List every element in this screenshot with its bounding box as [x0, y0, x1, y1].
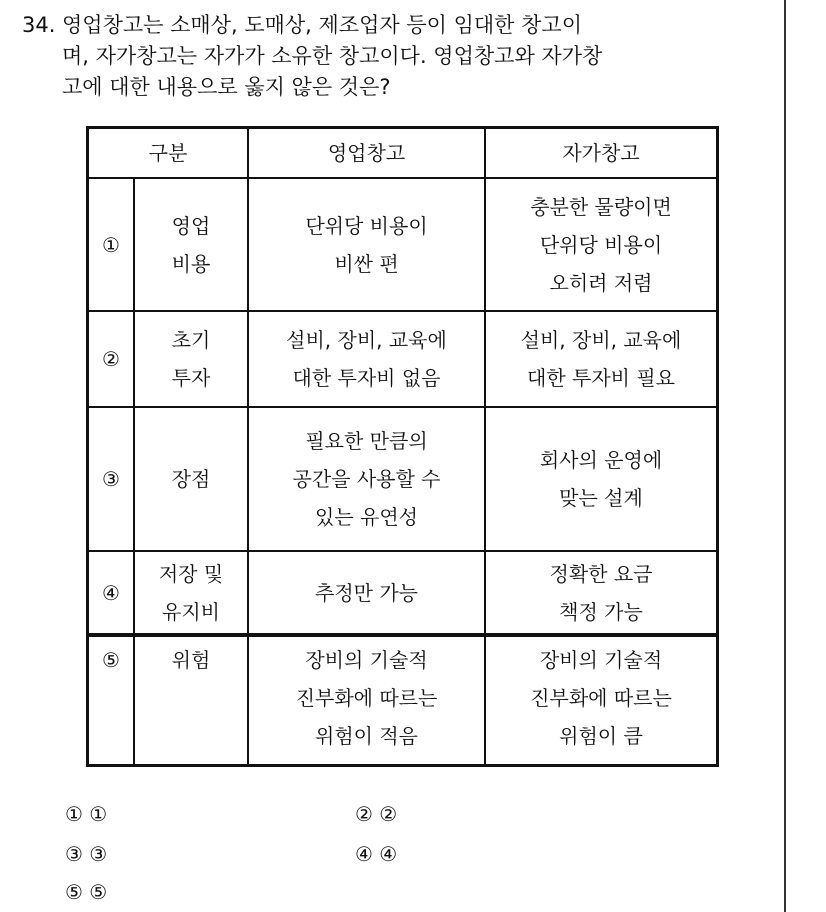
- cell-line: 위험: [171, 648, 211, 672]
- table-row: [88, 551, 718, 635]
- table-row: [88, 178, 718, 311]
- private-cell: [485, 551, 718, 635]
- header-category: 구분: [88, 128, 249, 179]
- cell-line: 위험이 큼: [559, 724, 643, 748]
- row-number: ③: [88, 407, 135, 551]
- table-header-row: [88, 128, 718, 179]
- table-row: [88, 311, 718, 407]
- cell-line: 투자: [171, 366, 211, 390]
- question-line: 며, 자가창고는 자가가 소유한 창고이다. 영업창고와 자가창: [62, 44, 603, 68]
- cell-line: 비용: [171, 251, 211, 276]
- cell-line: 오히려 저렴: [549, 270, 653, 295]
- cell-line: 비싼 편: [334, 251, 399, 276]
- table-row: [88, 407, 718, 551]
- row-label: [134, 311, 248, 407]
- cell-line: 필요한 만큼의: [305, 429, 428, 453]
- cell-line: 있는 유연성: [315, 505, 418, 529]
- private-cell: [485, 178, 718, 311]
- commercial-cell: [248, 551, 485, 635]
- commercial-cell: [248, 311, 485, 407]
- cell-line: 초기: [171, 328, 211, 352]
- question-line: 고에 대한 내용으로 옳지 않은 것은?: [62, 75, 391, 99]
- row-label: [134, 551, 248, 635]
- cell-line: 맞는 설계: [559, 486, 643, 510]
- question: [22, 10, 782, 103]
- row-number: ⑤: [88, 635, 135, 765]
- cell-line: 책정 가능: [559, 599, 643, 624]
- header-private-warehouse: 자가창고: [485, 128, 718, 179]
- private-cell: [485, 407, 718, 551]
- option-2[interactable]: ② ②: [355, 802, 398, 826]
- cell-line: 대한 투자비 없음: [292, 366, 441, 390]
- cell-line: 충분한 물량이면: [530, 194, 672, 219]
- option-3[interactable]: ③ ③: [65, 842, 108, 866]
- column-divider: [784, 0, 786, 912]
- row-number: ②: [88, 311, 135, 407]
- cell-line: 설비, 장비, 교육에: [520, 328, 682, 352]
- cell-line: 회사의 운영에: [539, 448, 663, 472]
- private-cell: [485, 635, 718, 765]
- row-label: [134, 178, 248, 311]
- question-line: 영업창고는 소매상, 도매상, 제조업자 등이 임대한 창고이: [62, 13, 582, 37]
- cell-line: 설비, 장비, 교육에: [286, 328, 447, 352]
- option-1[interactable]: ① ①: [65, 802, 108, 826]
- row-label: [134, 635, 248, 765]
- row-number: ①: [88, 178, 135, 311]
- cell-line: 단위당 비용이: [539, 232, 663, 257]
- commercial-cell: [248, 407, 485, 551]
- cell-line: 진부화에 따르는: [530, 686, 672, 710]
- question-number: 34.: [22, 13, 56, 37]
- commercial-cell: [248, 635, 485, 765]
- cell-line: 추정만 가능: [315, 580, 418, 605]
- option-4[interactable]: ④ ④: [355, 842, 398, 866]
- cell-line: 저장 및: [158, 561, 224, 586]
- cell-line: 대한 투자비 필요: [527, 366, 675, 390]
- option-5[interactable]: ⑤ ⑤: [65, 880, 108, 904]
- comparison-table: [86, 126, 719, 767]
- private-cell: [485, 311, 718, 407]
- cell-line: 장비의 기술적: [539, 648, 663, 672]
- cell-line: 위험이 적음: [315, 724, 418, 748]
- cell-line: 장점: [171, 467, 211, 491]
- cell-line: 공간을 사용할 수: [292, 467, 441, 491]
- cell-line: 장비의 기술적: [305, 648, 428, 672]
- commercial-cell: [248, 178, 485, 311]
- cell-line: 유지비: [162, 599, 220, 624]
- cell-line: 영업: [171, 213, 211, 238]
- header-commercial-warehouse: 영업창고: [248, 128, 485, 179]
- table-row: [88, 635, 718, 765]
- cell-line: 단위당 비용이: [305, 213, 428, 238]
- cell-line: 정확한 요금: [549, 561, 653, 586]
- row-number: ④: [88, 551, 135, 635]
- row-label: [134, 407, 248, 551]
- cell-line: 진부화에 따르는: [295, 686, 438, 710]
